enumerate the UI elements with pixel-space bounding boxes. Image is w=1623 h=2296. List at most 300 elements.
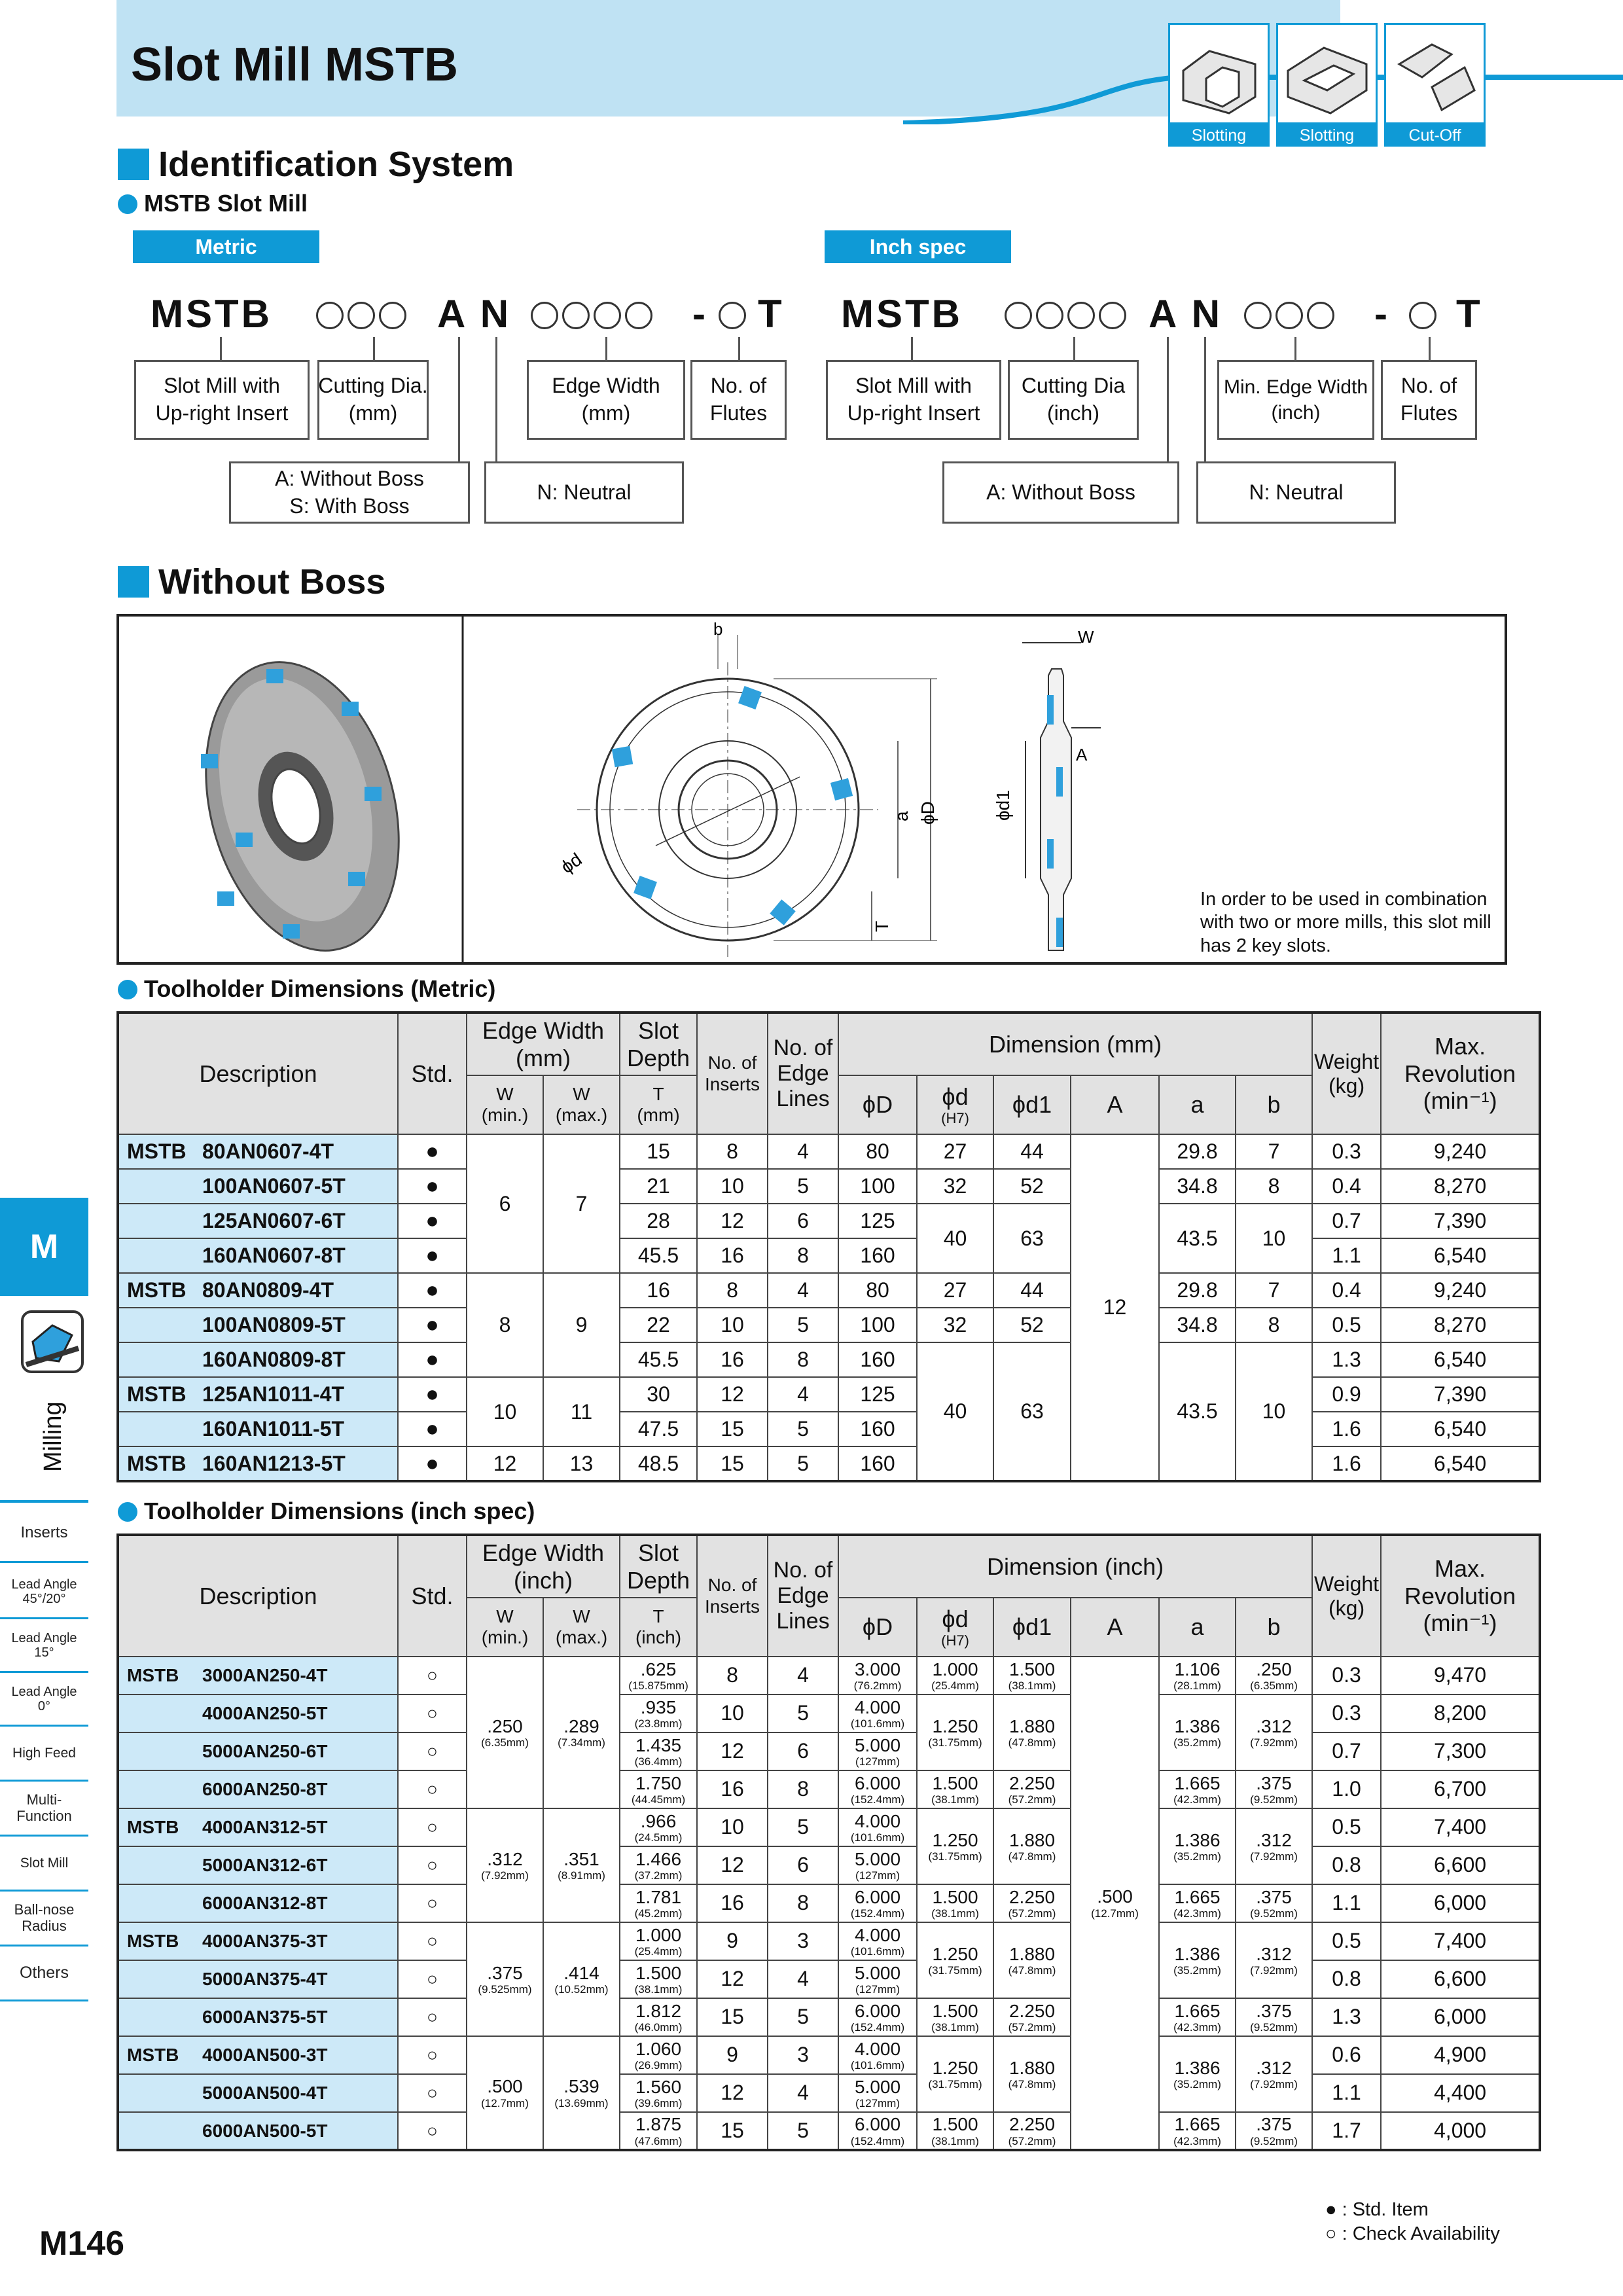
revolution-value: 6,600	[1381, 1846, 1540, 1884]
slotting-step-label: Slotting	[1276, 124, 1378, 147]
std-mark: ○	[398, 1884, 467, 1922]
std-mark: ○	[398, 2112, 467, 2150]
b-value: 8	[1236, 1169, 1312, 1204]
std-mark: ○	[398, 2074, 467, 2112]
D-value: 100	[838, 1308, 917, 1342]
table-row	[118, 1342, 1540, 1377]
w-max: 11	[543, 1377, 620, 1446]
col-description: Description	[118, 1535, 398, 1657]
t-value: 1.812 (46.0mm)	[620, 1998, 697, 2036]
weight-value: 0.8	[1312, 1960, 1381, 1998]
D-value: 125	[838, 1204, 917, 1238]
metric-box-slot-mill: Slot Mill with Up-right Insert	[134, 360, 310, 440]
std-mark: ●	[398, 1273, 467, 1308]
std-mark: ●	[398, 1412, 467, 1446]
weight-value: 0.4	[1312, 1169, 1381, 1204]
d1-value: 2.250 (57.2mm)	[993, 2112, 1071, 2150]
row-description: 6000AN500-5T	[118, 2112, 398, 2150]
metric-code-an: A N	[437, 292, 512, 336]
std-mark: ●	[398, 1169, 467, 1204]
row-description: MSTB 3000AN250-4T	[118, 1657, 398, 1695]
edge-lines-value: 8	[768, 1884, 838, 1922]
edge-lines-value: 8	[768, 1342, 838, 1377]
D-value: 100	[838, 1169, 917, 1204]
a-value: 43.5	[1159, 1342, 1236, 1481]
col-d: ϕd (H7)	[917, 1075, 993, 1134]
edge-lines-value: 6	[768, 1204, 838, 1238]
revolution-value: 6,000	[1381, 1998, 1540, 2036]
b-value: .312 (7.92mm)	[1236, 1922, 1312, 1998]
std-mark: ○	[398, 1657, 467, 1695]
edge-lines-value: 6	[768, 1846, 838, 1884]
w-max: 7	[543, 1134, 620, 1273]
std-mark: ○	[398, 1998, 467, 2036]
std-mark: ○	[398, 1922, 467, 1960]
d1-value: 63	[993, 1204, 1071, 1273]
w-min: 10	[467, 1377, 543, 1446]
D-value: 4.000 (101.6mm)	[838, 2036, 917, 2074]
table-row	[118, 1922, 1540, 1960]
b-value: .375 (9.52mm)	[1236, 1884, 1312, 1922]
d-value: 27	[917, 1273, 993, 1308]
d-value: 1.250 (31.75mm)	[917, 1808, 993, 1884]
col-A: A	[1071, 1598, 1159, 1657]
metric-code-sep: -	[692, 292, 708, 336]
revolution-value: 7,400	[1381, 1808, 1540, 1846]
t-value: 47.5	[620, 1412, 697, 1446]
b-value: .250 (6.35mm)	[1236, 1657, 1312, 1695]
a-value: 34.8	[1159, 1308, 1236, 1342]
label-phid: ϕd	[557, 849, 586, 878]
inch-code-prefix: MSTB	[841, 292, 963, 336]
inch-table-heading: Toolholder Dimensions (inch spec)	[118, 1498, 535, 1525]
table-row	[118, 1134, 1540, 1169]
inch-box-flutes: No. of Flutes	[1381, 360, 1477, 440]
d-value: 32	[917, 1308, 993, 1342]
w-max: 9	[543, 1273, 620, 1377]
std-mark: ○	[398, 1846, 467, 1884]
milling-insert-icon	[20, 1309, 85, 1374]
weight-value: 0.9	[1312, 1377, 1381, 1412]
table-row	[118, 1808, 1540, 1846]
weight-value: 0.3	[1312, 1134, 1381, 1169]
col-a: a	[1159, 1075, 1236, 1134]
D-value: 160	[838, 1238, 917, 1273]
D-value: 4.000 (101.6mm)	[838, 1922, 917, 1960]
D-value: 5.000 (127mm)	[838, 2074, 917, 2112]
b-value: 8	[1236, 1308, 1312, 1342]
d1-value: 1.880 (47.8mm)	[993, 1922, 1071, 1998]
edge-lines-value: 4	[768, 2074, 838, 2112]
inserts-value: 12	[697, 1960, 768, 1998]
row-description: 160AN0809-8T	[118, 1342, 398, 1377]
inserts-value: 16	[697, 1238, 768, 1273]
metric-table-heading: Toolholder Dimensions (Metric)	[118, 975, 495, 1003]
b-value: .375 (9.52mm)	[1236, 2112, 1312, 2150]
d1-value: 2.250 (57.2mm)	[993, 1998, 1071, 2036]
a-value: 1.386 (35.2mm)	[1159, 1695, 1236, 1770]
col-edge-width: Edge Width (mm)	[467, 1013, 620, 1075]
sidebar-divider	[0, 1500, 88, 1503]
d1-value: 1.880 (47.8mm)	[993, 1808, 1071, 1884]
row-description: 4000AN250-5T	[118, 1695, 398, 1732]
col-a: a	[1159, 1598, 1236, 1657]
metric-code-flute-circle	[717, 291, 748, 336]
revolution-value: 6,540	[1381, 1342, 1540, 1377]
col-d: ϕd (H7)	[917, 1598, 993, 1657]
inserts-value: 8	[697, 1273, 768, 1308]
d1-value: 1.880 (47.8mm)	[993, 2036, 1071, 2112]
without-boss-heading: Without Boss	[118, 562, 385, 602]
t-value: 1.875 (47.6mm)	[620, 2112, 697, 2150]
w-max: .289 (7.34mm)	[543, 1657, 620, 1808]
table-row	[118, 1273, 1540, 1308]
t-value: .966 (24.5mm)	[620, 1808, 697, 1846]
t-value: 28	[620, 1204, 697, 1238]
weight-value: 1.6	[1312, 1412, 1381, 1446]
revolution-value: 6,600	[1381, 1960, 1540, 1998]
col-inserts: No. of Inserts	[697, 1535, 768, 1657]
edge-lines-value: 4	[768, 1134, 838, 1169]
t-value: 15	[620, 1134, 697, 1169]
col-weight: Weight (kg)	[1312, 1013, 1381, 1134]
metric-box-boss: A: Without Boss S: With Boss	[229, 461, 470, 524]
t-value: 45.5	[620, 1342, 697, 1377]
row-description: 5000AN250-6T	[118, 1732, 398, 1770]
d-value: 1.500 (38.1mm)	[917, 1770, 993, 1808]
b-value: 7	[1236, 1134, 1312, 1169]
weight-value: 1.6	[1312, 1446, 1381, 1481]
row-description: 5000AN375-4T	[118, 1960, 398, 1998]
d1-value: 2.250 (57.2mm)	[993, 1884, 1071, 1922]
a-value: 1.665 (42.3mm)	[1159, 1998, 1236, 2036]
table-row	[118, 2112, 1540, 2150]
row-description: 6000AN250-8T	[118, 1770, 398, 1808]
sidebar-item-lead-angle-15[interactable]: Lead Angle 15°	[0, 1619, 88, 1673]
weight-value: 0.3	[1312, 1657, 1381, 1695]
col-d1: ϕd1	[993, 1075, 1071, 1134]
d1-value: 44	[993, 1134, 1071, 1169]
edge-lines-value: 5	[768, 1446, 838, 1481]
row-description: MSTB 125AN1011-4T	[118, 1377, 398, 1412]
inserts-value: 15	[697, 2112, 768, 2150]
col-slot-depth: Slot Depth	[620, 1013, 697, 1075]
D-value: 80	[838, 1273, 917, 1308]
table-row	[118, 1695, 1540, 1732]
edge-lines-value: 3	[768, 1922, 838, 1960]
d1-value: 52	[993, 1308, 1071, 1342]
edge-lines-value: 8	[768, 1770, 838, 1808]
revolution-value: 9,240	[1381, 1134, 1540, 1169]
col-t: T (mm)	[620, 1075, 697, 1134]
weight-value: 1.1	[1312, 1238, 1381, 1273]
weight-value: 1.1	[1312, 2074, 1381, 2112]
a-value: 1.386 (35.2mm)	[1159, 2036, 1236, 2112]
weight-value: 0.7	[1312, 1204, 1381, 1238]
col-w-min: W (min.)	[467, 1598, 543, 1657]
row-description: MSTB 80AN0607-4T	[118, 1134, 398, 1169]
inserts-value: 12	[697, 1846, 768, 1884]
weight-value: 0.3	[1312, 1695, 1381, 1732]
col-std: Std.	[398, 1535, 467, 1657]
label-W: W	[1078, 627, 1094, 647]
D-value: 5.000 (127mm)	[838, 1732, 917, 1770]
row-description: 100AN0809-5T	[118, 1308, 398, 1342]
row-description: 160AN1011-5T	[118, 1412, 398, 1446]
label-b: b	[713, 619, 723, 639]
sidebar-item-lead-angle-45[interactable]: Lead Angle 45°/20°	[0, 1566, 88, 1619]
col-std: Std.	[398, 1013, 467, 1134]
col-max-revolution: Max. Revolution (min⁻¹)	[1381, 1013, 1540, 1134]
row-description: MSTB 80AN0809-4T	[118, 1273, 398, 1308]
b-value: 10	[1236, 1204, 1312, 1273]
std-mark: ●	[398, 1308, 467, 1342]
revolution-value: 6,700	[1381, 1770, 1540, 1808]
table-row	[118, 1770, 1540, 1808]
row-description: 6000AN375-5T	[118, 1998, 398, 2036]
D-value: 5.000 (127mm)	[838, 1960, 917, 1998]
col-A: A	[1071, 1075, 1159, 1134]
A-value: 12	[1071, 1134, 1159, 1481]
row-description: 5000AN312-6T	[118, 1846, 398, 1884]
std-mark: ●	[398, 1204, 467, 1238]
a-value: 1.386 (35.2mm)	[1159, 1808, 1236, 1884]
table-row	[118, 1169, 1540, 1204]
inserts-value: 8	[697, 1134, 768, 1169]
sidebar-item-lead-angle-0[interactable]: Lead Angle 0°	[0, 1673, 88, 1727]
col-w-min: W (min.)	[467, 1075, 543, 1134]
edge-lines-value: 5	[768, 2112, 838, 2150]
col-edge-width: Edge Width (inch)	[467, 1535, 620, 1598]
inch-code-flute-circle	[1407, 291, 1438, 336]
D-value: 6.000 (152.4mm)	[838, 1998, 917, 2036]
std-mark: ○	[398, 2036, 467, 2074]
revolution-value: 7,390	[1381, 1204, 1540, 1238]
t-value: 22	[620, 1308, 697, 1342]
std-mark: ○	[398, 1960, 467, 1998]
edge-lines-value: 4	[768, 1657, 838, 1695]
t-value: 1.781 (45.2mm)	[620, 1884, 697, 1922]
edge-lines-value: 4	[768, 1273, 838, 1308]
col-b: b	[1236, 1598, 1312, 1657]
D-value: 6.000 (152.4mm)	[838, 1770, 917, 1808]
t-value: .625 (15.875mm)	[620, 1657, 697, 1695]
inch-code-dia-circles	[1003, 291, 1128, 336]
table-row	[118, 1308, 1540, 1342]
table-row	[118, 1960, 1540, 1998]
D-value: 3.000 (76.2mm)	[838, 1657, 917, 1695]
std-mark: ●	[398, 1446, 467, 1481]
table-row	[118, 1657, 1540, 1695]
label-a: a	[891, 811, 912, 821]
col-weight: Weight (kg)	[1312, 1535, 1381, 1657]
std-mark: ●	[398, 1342, 467, 1377]
metric-box-flutes: No. of Flutes	[690, 360, 787, 440]
weight-value: 0.5	[1312, 1808, 1381, 1846]
milling-label: Milling	[39, 1401, 67, 1472]
col-slot-depth: Slot Depth	[620, 1535, 697, 1598]
row-description: 6000AN312-8T	[118, 1884, 398, 1922]
row-description: MSTB 4000AN375-3T	[118, 1922, 398, 1960]
edge-lines-value: 4	[768, 1377, 838, 1412]
D-value: 5.000 (127mm)	[838, 1846, 917, 1884]
t-value: 1.500 (38.1mm)	[620, 1960, 697, 1998]
a-value: 1.386 (35.2mm)	[1159, 1922, 1236, 1998]
t-value: 1.466 (37.2mm)	[620, 1846, 697, 1884]
legend-check-availability: ○ : Check Availability	[1325, 2223, 1500, 2244]
col-w-max: W (max.)	[543, 1075, 620, 1134]
revolution-value: 7,390	[1381, 1377, 1540, 1412]
b-value: 7	[1236, 1273, 1312, 1308]
D-value: 6.000 (152.4mm)	[838, 1884, 917, 1922]
revolution-value: 6,540	[1381, 1412, 1540, 1446]
col-d1: ϕd1	[993, 1598, 1071, 1657]
t-value: 16	[620, 1273, 697, 1308]
w-min: 12	[467, 1446, 543, 1481]
inch-box-neutral: N: Neutral	[1196, 461, 1396, 524]
inserts-value: 12	[697, 1377, 768, 1412]
col-D: ϕD	[838, 1075, 917, 1134]
col-t: T (inch)	[620, 1598, 697, 1657]
table-row	[118, 1446, 1540, 1481]
std-mark: ●	[398, 1134, 467, 1169]
D-value: 80	[838, 1134, 917, 1169]
label-T: T	[872, 920, 892, 932]
inserts-value: 10	[697, 1808, 768, 1846]
table-row	[118, 1846, 1540, 1884]
row-description: MSTB 4000AN500-3T	[118, 2036, 398, 2074]
legend-std-item: ● : Std. Item	[1325, 2199, 1429, 2220]
slotting-step-icon	[1276, 23, 1378, 124]
metric-code-prefix: MSTB	[151, 292, 272, 336]
w-min: 6	[467, 1134, 543, 1273]
revolution-value: 4,900	[1381, 2036, 1540, 2074]
std-mark: ●	[398, 1238, 467, 1273]
metric-code-dia-circles	[314, 291, 408, 336]
inserts-value: 12	[697, 1204, 768, 1238]
w-min: 8	[467, 1273, 543, 1377]
edge-lines-value: 5	[768, 1412, 838, 1446]
d1-value: 1.500 (38.1mm)	[993, 1657, 1071, 1695]
b-value: .312 (7.92mm)	[1236, 1695, 1312, 1770]
drawing-frame	[116, 614, 1507, 965]
revolution-value: 4,000	[1381, 2112, 1540, 2150]
a-value: 1.665 (42.3mm)	[1159, 1884, 1236, 1922]
w-max: .351 (8.91mm)	[543, 1808, 620, 1922]
inserts-value: 16	[697, 1884, 768, 1922]
weight-value: 1.3	[1312, 1342, 1381, 1377]
a-value: 43.5	[1159, 1204, 1236, 1273]
d1-value: 63	[993, 1342, 1071, 1481]
d-value: 1.250 (31.75mm)	[917, 1695, 993, 1770]
col-max-revolution: Max. Revolution (min⁻¹)	[1381, 1535, 1540, 1657]
d-value: 1.500 (38.1mm)	[917, 2112, 993, 2150]
t-value: 1.435 (36.4mm)	[620, 1732, 697, 1770]
sidebar-item-inserts[interactable]: Inserts	[0, 1505, 88, 1563]
edge-lines-value: 8	[768, 1238, 838, 1273]
weight-value: 0.8	[1312, 1846, 1381, 1884]
row-description: MSTB 4000AN312-5T	[118, 1808, 398, 1846]
inserts-value: 15	[697, 1412, 768, 1446]
slotting-label: Slotting	[1168, 124, 1270, 147]
sidebar-item-high-feed[interactable]: High Feed	[0, 1727, 88, 1782]
d-value: 32	[917, 1169, 993, 1204]
inch-code-an: A N	[1149, 292, 1223, 336]
d-value: 1.000 (25.4mm)	[917, 1657, 993, 1695]
metric-code-suffix: T	[758, 292, 785, 336]
metric-dimension-table	[116, 1011, 1541, 1482]
d-value: 1.500 (38.1mm)	[917, 1998, 993, 2036]
w-max: 13	[543, 1446, 620, 1481]
d1-value: 2.250 (57.2mm)	[993, 1770, 1071, 1808]
revolution-value: 6,540	[1381, 1238, 1540, 1273]
d-value: 1.250 (31.75mm)	[917, 1922, 993, 1998]
row-description: 125AN0607-6T	[118, 1204, 398, 1238]
weight-value: 1.1	[1312, 1884, 1381, 1922]
inserts-value: 15	[697, 1446, 768, 1481]
table-row	[118, 1412, 1540, 1446]
table-row	[118, 1884, 1540, 1922]
identification-heading: Identification System	[118, 144, 514, 185]
col-w-max: W (max.)	[543, 1598, 620, 1657]
row-description: 100AN0607-5T	[118, 1169, 398, 1204]
b-value: .375 (9.52mm)	[1236, 1998, 1312, 2036]
table-row	[118, 1377, 1540, 1412]
std-mark: ○	[398, 1695, 467, 1732]
t-value: .935 (23.8mm)	[620, 1695, 697, 1732]
revolution-value: 7,400	[1381, 1922, 1540, 1960]
metric-box-cutting-dia: Cutting Dia. (mm)	[317, 360, 429, 440]
inch-box-edge-width: Min. Edge Width (inch)	[1217, 360, 1374, 440]
inch-box-boss: A: Without Boss	[942, 461, 1179, 524]
d1-value: 1.880 (47.8mm)	[993, 1695, 1071, 1770]
d1-value: 44	[993, 1273, 1071, 1308]
inch-dimension-table	[116, 1534, 1541, 2151]
metric-code-width-circles	[529, 291, 654, 336]
a-value: 29.8	[1159, 1134, 1236, 1169]
sidebar-item-multi-function[interactable]: Multi- Function	[0, 1782, 88, 1837]
inserts-value: 10	[697, 1169, 768, 1204]
inch-code-sep: -	[1374, 292, 1390, 336]
edge-lines-value: 5	[768, 1695, 838, 1732]
sidebar-item-slot-mill[interactable]: Slot Mill	[0, 1837, 88, 1892]
table-row	[118, 1238, 1540, 1273]
D-value: 160	[838, 1342, 917, 1377]
a-value: 1.106 (28.1mm)	[1159, 1657, 1236, 1695]
b-value: .312 (7.92mm)	[1236, 1808, 1312, 1884]
label-phiD: ϕD	[918, 801, 938, 825]
sidebar-item-others[interactable]: Others	[0, 1946, 88, 2001]
col-edge-lines: No. of Edge Lines	[768, 1013, 838, 1134]
label-A: A	[1076, 745, 1088, 764]
t-value: 21	[620, 1169, 697, 1204]
revolution-value: 7,300	[1381, 1732, 1540, 1770]
t-value: 30	[620, 1377, 697, 1412]
revolution-value: 9,240	[1381, 1273, 1540, 1308]
d-value: 40	[917, 1204, 993, 1273]
col-b: b	[1236, 1075, 1312, 1134]
sidebar-item-ball-nose[interactable]: Ball-nose Radius	[0, 1892, 88, 1946]
col-D: ϕD	[838, 1598, 917, 1657]
a-value: 29.8	[1159, 1273, 1236, 1308]
d-value: 40	[917, 1342, 993, 1481]
cutter-front-view	[577, 635, 937, 957]
D-value: 160	[838, 1446, 917, 1481]
col-edge-lines: No. of Edge Lines	[768, 1535, 838, 1657]
page-number: M146	[39, 2225, 125, 2263]
section-tab-m[interactable]: M	[0, 1198, 88, 1296]
std-mark: ●	[398, 1377, 467, 1412]
